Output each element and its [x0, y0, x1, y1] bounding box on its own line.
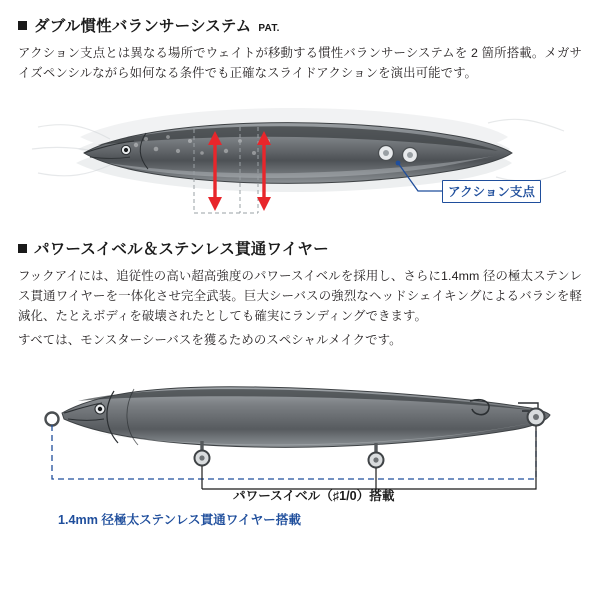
callout-action-fulcrum [442, 180, 541, 203]
square-bullet-icon-2 [18, 244, 27, 253]
line-eye [46, 412, 59, 425]
caption-through-wire [58, 509, 301, 528]
square-bullet-icon [18, 21, 27, 30]
section-1-title: ダブル慣性バランサーシステム [34, 18, 252, 35]
callout-action-fulcrum-label: アクション支点 [448, 185, 535, 200]
section-1-paragraph: アクション支点とは異なる場所でウェイトが移動する慣性バランサーシステムを 2 箇所搭載。メガサイズペンシルながら如何なる条件でも正確なスライドアクションを演出可能です。 [18, 46, 582, 81]
caption-power-swivel-label: パワースイベル（♯1/0）搭載 [233, 488, 395, 503]
lure-side-profile [62, 386, 550, 447]
figure-1-illustration [18, 87, 582, 227]
section-2-title: パワースイベル＆ステンレス貫通ワイヤー [34, 241, 329, 259]
figure-swivel-wire [18, 357, 582, 527]
section-2-paragraph-2: すべては、モンスターシーバスを獲るためのスペシャルメイクです。 [18, 333, 402, 348]
caption-power-swivel [233, 485, 394, 504]
section-2-paragraph-1: フックアイには、追従性の高い超高強度のパワースイベルを採用し、さらに1.4mm 径の極太ステンレス貫通ワイヤーを一体化させ完全武装。巨大シーバスの強烈なヘッドシェイキングによるバラシを軽減化、たとえボディを破壊されたとしても確実にランディングできます。 [18, 269, 582, 324]
figure-inertia-balancer [18, 87, 582, 227]
section-2-heading [18, 237, 582, 259]
caption-through-wire-label: 1.4mm 径極太ステンレス貫通ワイヤー搭載 [58, 512, 301, 527]
section-1-pat-label: PAT. [258, 23, 280, 34]
section-1-heading [18, 14, 582, 36]
